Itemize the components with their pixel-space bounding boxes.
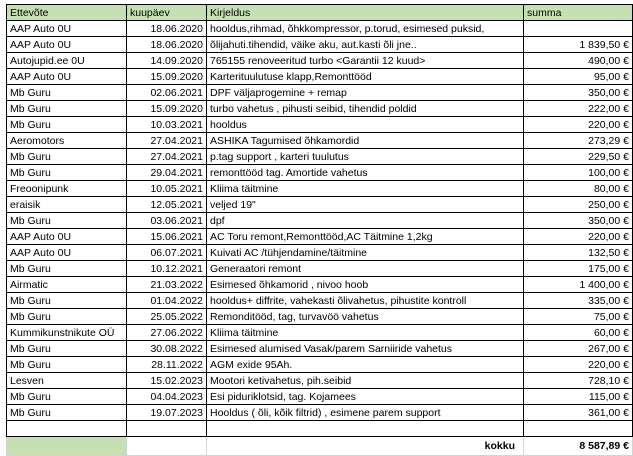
cell-date[interactable]: 06.07.2021	[127, 245, 207, 261]
cell-amount[interactable]: 1 400,00 €	[524, 277, 633, 293]
cell-amount[interactable]: 250,00 €	[524, 197, 633, 213]
cell-amount[interactable]: 75,00 €	[524, 309, 633, 325]
cell-description[interactable]: Hooldus ( õli, kõik filtrid) , esimene parem support	[207, 405, 524, 421]
cell-amount[interactable]: 490,00 €	[524, 53, 633, 69]
cell-amount[interactable]	[524, 21, 633, 37]
table-row	[7, 53, 633, 69]
cell-company[interactable]: Mb Guru	[7, 293, 127, 309]
cell-description[interactable]: hooldus+ diffrite, vahekasti õlivahetus, pihustite kontroll	[207, 293, 524, 309]
table-row	[7, 21, 633, 37]
empty-cell[interactable]	[207, 421, 524, 437]
table-row	[7, 117, 633, 133]
table-row	[7, 229, 633, 245]
cell-date[interactable]: 15.09.2020	[127, 69, 207, 85]
total-row	[7, 437, 633, 456]
empty-cell[interactable]	[524, 421, 633, 437]
cell-description[interactable]: DPF väljaprogemine + remap	[207, 85, 524, 101]
cell-description[interactable]: veljed 19"	[207, 197, 524, 213]
cell-date[interactable]: 04.04.2023	[127, 389, 207, 405]
cell-description[interactable]: Esi piduriklotsid, tag. Kojamees	[207, 389, 524, 405]
cell-company[interactable]: Mb Guru	[7, 341, 127, 357]
cell-company[interactable]: Mb Guru	[7, 405, 127, 421]
table-row	[7, 197, 633, 213]
header-amount[interactable]: summa	[524, 5, 633, 21]
cell-company[interactable]: eraisik	[7, 197, 127, 213]
cell-company[interactable]: Mb Guru	[7, 389, 127, 405]
table-row	[7, 165, 633, 181]
cell-amount[interactable]: 728,10 €	[524, 373, 633, 389]
cell-amount[interactable]: 273,29 €	[524, 133, 633, 149]
cell-company[interactable]: Mb Guru	[7, 261, 127, 277]
empty-cell[interactable]	[7, 437, 127, 456]
cell-amount[interactable]: 220,00 €	[524, 357, 633, 373]
cell-description[interactable]: remonttööd tag. Amortide vahetus	[207, 165, 524, 181]
table-row	[7, 373, 633, 389]
cell-description[interactable]: Remonditööd, tag, turvavöö vahetus	[207, 309, 524, 325]
table-row	[7, 293, 633, 309]
cell-company[interactable]: Lesven	[7, 373, 127, 389]
cell-amount[interactable]: 95,00 €	[524, 69, 633, 85]
cell-company[interactable]: Airmatic	[7, 277, 127, 293]
cell-description[interactable]: turbo vahetus , pihusti seibid, tihendid poldid	[207, 101, 524, 117]
cell-amount[interactable]: 220,00 €	[524, 229, 633, 245]
table-row	[7, 101, 633, 117]
cell-date[interactable]: 27.06.2022	[127, 325, 207, 341]
cell-company[interactable]: AAP Auto 0U	[7, 37, 127, 53]
cell-description[interactable]: 765155 renoveeritud turbo <Garantii 12 kuud>	[207, 53, 524, 69]
cell-amount[interactable]: 229,50 €	[524, 149, 633, 165]
table-row	[7, 149, 633, 165]
cell-date[interactable]: 30.08.2022	[127, 341, 207, 357]
table-row	[7, 69, 633, 85]
cell-amount[interactable]: 350,00 €	[524, 85, 633, 101]
cell-description[interactable]: dpf	[207, 213, 524, 229]
cell-company[interactable]: Mb Guru	[7, 357, 127, 373]
cell-date[interactable]: 12.05.2021	[127, 197, 207, 213]
cell-company[interactable]: Mb Guru	[7, 213, 127, 229]
cell-date[interactable]: 27.04.2021	[127, 149, 207, 165]
cell-amount[interactable]: 1 839,50 €	[524, 37, 633, 53]
cell-date[interactable]: 29.04.2021	[127, 165, 207, 181]
cell-description[interactable]: õlijahuti.tihendid, väike aku, aut.kasti õli jne..	[207, 37, 524, 53]
cell-company[interactable]: Mb Guru	[7, 117, 127, 133]
table-row	[7, 213, 633, 229]
cell-company[interactable]: Autojupid.ee 0U	[7, 53, 127, 69]
cell-description[interactable]: Esimesed alumised Vasak/parem Sarniiride vahetus	[207, 341, 524, 357]
cell-amount[interactable]: 350,00 €	[524, 213, 633, 229]
empty-row	[7, 421, 633, 437]
cell-amount[interactable]: 335,00 €	[524, 293, 633, 309]
cell-date[interactable]: 19.07.2023	[127, 405, 207, 421]
table-row	[7, 309, 633, 325]
cell-company[interactable]: AAP Auto 0U	[7, 245, 127, 261]
cell-amount[interactable]: 115,00 €	[524, 389, 633, 405]
cell-date[interactable]: 27.04.2021	[127, 133, 207, 149]
cell-date[interactable]: 01.04.2022	[127, 293, 207, 309]
header-description[interactable]: Kirjeldus	[207, 5, 524, 21]
cell-description[interactable]: Kliima täitmine	[207, 181, 524, 197]
cell-amount[interactable]: 80,00 €	[524, 181, 633, 197]
cell-date[interactable]: 02.06.2021	[127, 85, 207, 101]
cell-date[interactable]: 15.06.2021	[127, 229, 207, 245]
cell-company[interactable]: Freoonipunk	[7, 181, 127, 197]
cell-date[interactable]: 10.12.2021	[127, 261, 207, 277]
cell-description[interactable]: AGM exide 95Ah.	[207, 357, 524, 373]
cell-company[interactable]: AAP Auto 0U	[7, 69, 127, 85]
cell-amount[interactable]: 361,00 €	[524, 405, 633, 421]
cell-date[interactable]: 18.06.2020	[127, 37, 207, 53]
cell-date[interactable]: 21.03.2022	[127, 277, 207, 293]
cell-date[interactable]: 10.05.2021	[127, 181, 207, 197]
cell-amount[interactable]: 220,00 €	[524, 117, 633, 133]
table-row	[7, 133, 633, 149]
cell-description[interactable]: Kuivati AC /tühjendamine/täitmine	[207, 245, 524, 261]
cell-date[interactable]: 14.09.2020	[127, 53, 207, 69]
cell-amount[interactable]: 132,50 €	[524, 245, 633, 261]
table-row	[7, 181, 633, 197]
table-row	[7, 85, 633, 101]
cell-company[interactable]: AAP Auto 0U	[7, 229, 127, 245]
cell-amount[interactable]: 267,00 €	[524, 341, 633, 357]
cell-company[interactable]: Mb Guru	[7, 165, 127, 181]
cell-amount[interactable]: 100,00 €	[524, 165, 633, 181]
cell-description[interactable]: hooldus	[207, 117, 524, 133]
cell-date[interactable]: 18.06.2020	[127, 21, 207, 37]
cell-company[interactable]: Kummikunstnikute OÜ	[7, 325, 127, 341]
cell-date[interactable]: 03.06.2021	[127, 213, 207, 229]
table-row	[7, 389, 633, 405]
cell-amount[interactable]: 60,00 €	[524, 325, 633, 341]
table-row	[7, 405, 633, 421]
cell-date[interactable]: 28.11.2022	[127, 357, 207, 373]
cell-company[interactable]: Aeromotors	[7, 133, 127, 149]
total-label[interactable]: kokku	[207, 437, 524, 456]
cell-description[interactable]: Generaatori remont	[207, 261, 524, 277]
cell-company[interactable]: Mb Guru	[7, 85, 127, 101]
cell-date[interactable]: 15.02.2023	[127, 373, 207, 389]
cell-date[interactable]: 25.05.2022	[127, 309, 207, 325]
cell-date[interactable]: 10.03.2021	[127, 117, 207, 133]
cell-description[interactable]: Kliima täitmine	[207, 325, 524, 341]
cell-description[interactable]: Esimesed õhkamorid , nivoo hoob	[207, 277, 524, 293]
header-company[interactable]: Ettevõte	[7, 5, 127, 21]
header-date[interactable]: kuupäev	[127, 5, 207, 21]
total-amount[interactable]: 8 587,89 €	[524, 437, 633, 456]
cell-description[interactable]: p.tag support , karteri tuulutus	[207, 149, 524, 165]
cell-company[interactable]: Mb Guru	[7, 101, 127, 117]
table-row	[7, 245, 633, 261]
table-row	[7, 357, 633, 373]
table-row	[7, 277, 633, 293]
empty-cell[interactable]	[7, 421, 127, 437]
cell-description[interactable]: hooldus,rihmad, õhkkompressor, p.torud, esimesed puksid,	[207, 21, 524, 37]
cell-description[interactable]: Karterituulutuse klapp,Remonttööd	[207, 69, 524, 85]
empty-cell[interactable]	[127, 437, 207, 456]
header-row	[7, 5, 633, 21]
cell-amount[interactable]: 175,00 €	[524, 261, 633, 277]
table-row	[7, 325, 633, 341]
cell-description[interactable]: Mootori ketivahetus, pih.seibid	[207, 373, 524, 389]
cell-description[interactable]: ASHIKA Tagumised õhkamordid	[207, 133, 524, 149]
cell-company[interactable]: Mb Guru	[7, 149, 127, 165]
empty-cell[interactable]	[127, 421, 207, 437]
table-row	[7, 341, 633, 357]
cell-description[interactable]: AC Toru remont,Remonttööd,AC Täitmine 1,2kg	[207, 229, 524, 245]
expense-table	[6, 4, 633, 456]
cell-amount[interactable]: 222,00 €	[524, 101, 633, 117]
cell-company[interactable]: AAP Auto 0U	[7, 21, 127, 37]
table-row	[7, 37, 633, 53]
cell-date[interactable]: 15.09.2020	[127, 101, 207, 117]
table-row	[7, 261, 633, 277]
cell-company[interactable]: Mb Guru	[7, 309, 127, 325]
